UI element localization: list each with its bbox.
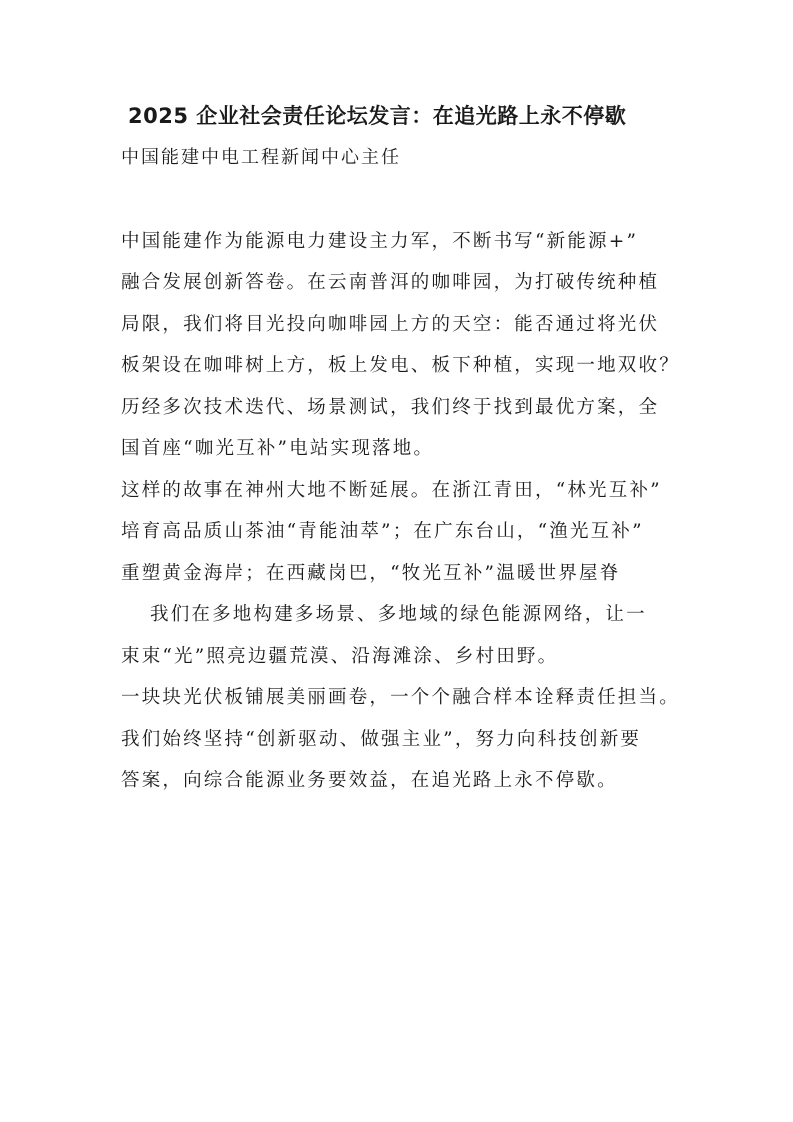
body-line-13: 我们始终坚持“创新驱动、做强主业”，努力向科技创新要 [121,729,642,750]
document-title: 2025 企业社会责任论坛发言：在追光路上永不停歇 [128,104,627,128]
body-line-12: 一块块光伏板铺展美丽画卷，一个个融合样本诠释责任担当。 [121,687,680,708]
body-line-1: 中国能建作为能源电力建设主力军，不断书写“新能源+” [121,231,639,252]
body-line-4: 板架设在咖啡树上方，板上发电、板下种植，实现一地双收？ [121,355,680,376]
document-subtitle: 中国能建中电工程新闻中心主任 [121,147,401,168]
body-line-14: 答案，向综合能源业务要效益，在追光路上永不停歇。 [121,770,618,791]
body-line-2: 融合发展创新答卷。在云南普洱的咖啡园，为打破传统种植 [121,272,660,293]
body-line-5: 历经多次技术迭代、场景测试，我们终于找到最优方案，全 [121,397,660,418]
body-line-3: 局限，我们将目光投向咖啡园上方的天空：能否通过将光伏 [121,314,660,335]
body-line-9: 重塑黄金海岸；在西藏岗巴，“牧光互补”温暖世界屋脊 [121,563,621,584]
body-line-11: 束束“光”照亮边疆荒漠、沿海滩涂、乡村田野。 [121,646,559,667]
body-line-6: 国首座“咖光互补”电站实现落地。 [121,438,435,459]
body-line-7: 这样的故事在神州大地不断延展。在浙江青田，“林光互补” [121,480,662,501]
body-line-8: 培育高品质山茶油“青能油萃”；在广东台山，“渔光互补” [121,521,644,542]
body-line-10: 我们在多地构建多场景、多地域的绿色能源网络，让一 [150,604,647,625]
